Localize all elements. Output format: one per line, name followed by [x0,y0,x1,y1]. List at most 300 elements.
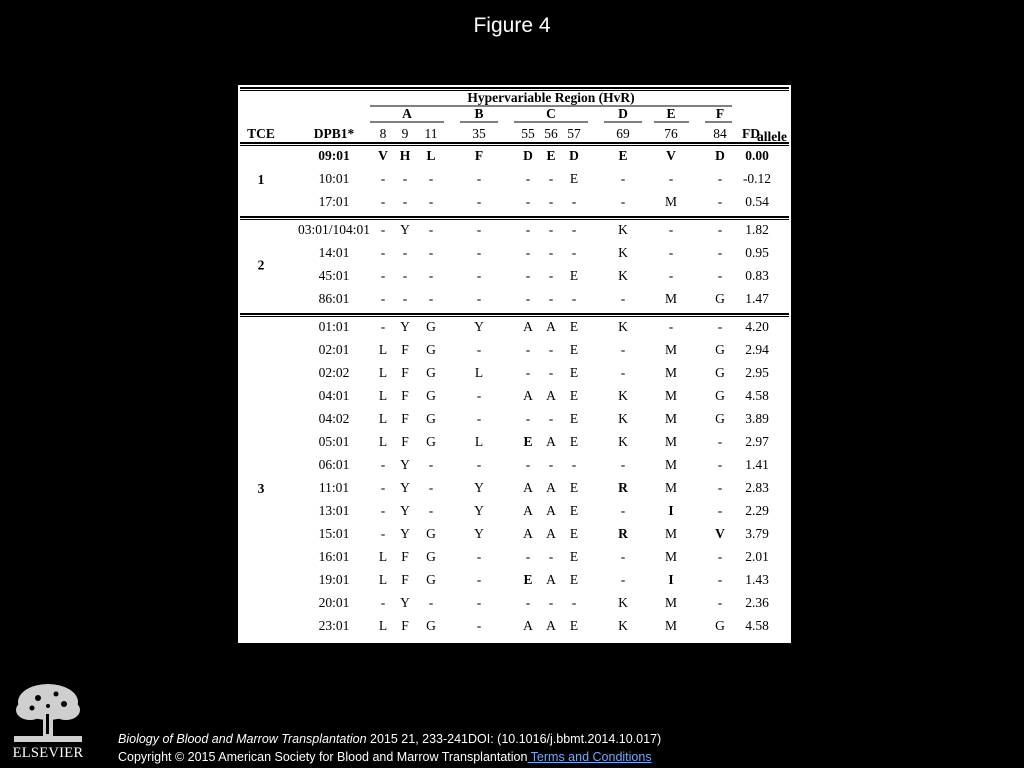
residue-cell-pos-9: F [401,618,409,633]
residue-cell-pos-8: - [380,526,386,541]
residue-cell-pos-9: F [401,641,409,656]
allele-cell: 17:01 [318,194,350,209]
residue-cell-pos-69: K [618,268,628,283]
residue-cell-pos-35: L [474,365,484,380]
tce-group-label: 1 [257,172,265,187]
tce-group-label: 3 [257,481,265,496]
residue-cell-pos-69: - [620,549,626,564]
residue-cell-pos-9: Y [400,222,410,237]
residue-cell-pos-56: A [546,434,556,449]
citation-block [118,730,661,766]
residue-cell-pos-84: - [717,549,723,564]
residue-cell-pos-76: M [664,291,678,306]
journal-name: Biology of Blood and Marrow Transplantation [118,732,367,746]
residue-cell-pos-76: M [664,411,678,426]
residue-cell-pos-84: - [717,245,723,260]
residue-cell-pos-9: F [401,572,409,587]
residue-cell-pos-69: - [620,291,626,306]
residue-cell-pos-56: - [548,365,554,380]
residue-cell-pos-35: - [476,411,482,426]
residue-cell-pos-55: - [525,411,531,426]
residue-cell-pos-35: - [476,245,482,260]
residue-cell-pos-9: Y [400,595,410,610]
fd-value-cell: 2.01 [745,549,769,564]
group-label-B: B [474,106,484,121]
residue-cell-pos-76: - [668,268,674,283]
allele-cell: 06:01 [318,457,350,472]
residue-cell-pos-9: F [401,342,409,357]
allele-cell: 23:01 [318,618,350,633]
position-label-8: 8 [379,126,387,141]
hvr-table [238,85,791,656]
residue-cell-pos-55: D [523,148,533,163]
fd-value-cell: 3.89 [745,411,769,426]
residue-cell-pos-69: - [620,572,626,587]
residue-cell-pos-76: M [664,618,678,633]
residue-cell-pos-57: E [569,503,579,518]
residue-cell-pos-11: - [428,171,434,186]
residue-cell-pos-35: Y [474,480,484,495]
fd-value-cell: 2.95 [745,365,769,380]
fd-value-cell: 2.94 [745,342,769,357]
residue-cell-pos-69: - [620,342,626,357]
elsevier-tree-icon [8,680,88,746]
residue-cell-pos-76: M [664,434,678,449]
fd-value-cell: 4.58 [745,388,769,403]
citation-line [118,730,661,748]
elsevier-logo-text: ELSEVIER [12,745,84,761]
residue-cell-pos-69: K [618,434,628,449]
residue-cell-pos-55: - [525,171,531,186]
residue-cell-pos-84: G [715,365,725,380]
residue-cell-pos-11: - [428,291,434,306]
fd-value-cell: 1.47 [745,291,769,306]
residue-cell-pos-55: A [523,526,533,541]
col-header-fd: FD [742,126,760,141]
residue-cell-pos-84: G [715,388,725,403]
residue-cell-pos-57: E [569,411,579,426]
allele-cell: 20:01 [318,595,350,610]
residue-cell-pos-76: M [664,595,678,610]
residue-cell-pos-35: Y [474,319,484,334]
residue-cell-pos-56: - [548,457,554,472]
residue-cell-pos-57: D [569,148,579,163]
residue-cell-pos-55: - [525,457,531,472]
residue-cell-pos-56: A [546,572,556,587]
group-label-C: C [546,106,556,121]
residue-cell-pos-35: - [476,388,482,403]
residue-cell-pos-76: - [668,171,674,186]
residue-cell-pos-69: R [618,480,628,495]
position-label-56: 56 [544,126,558,141]
tce-group-label: 2 [257,257,265,273]
residue-cell-pos-55: - [525,194,531,209]
residue-cell-pos-11: G [426,342,436,357]
fd-value-cell: 0.00 [745,148,769,163]
residue-cell-pos-57: E [569,342,579,357]
residue-cell-pos-8: - [380,194,386,209]
residue-cell-pos-69: K [618,595,628,610]
residue-cell-pos-35: F [474,148,484,163]
residue-cell-pos-76: M [664,194,678,209]
residue-cell-pos-84: - [717,171,723,186]
residue-cell-pos-8: L [378,572,388,587]
residue-cell-pos-57: - [571,194,577,209]
allele-cell: 46:01 [318,641,350,656]
residue-cell-pos-8: L [378,641,388,656]
residue-cell-pos-56: - [548,291,554,306]
residue-cell-pos-57: E [569,480,579,495]
allele-cell: 03:01/104:01 [297,222,371,237]
residue-cell-pos-56: - [548,194,554,209]
fd-value-cell: 2.36 [745,595,769,610]
copyright-text: Copyright © 2015 American Society for Blood and Marrow Transplantation [118,750,528,764]
residue-cell-pos-8: - [380,245,386,260]
residue-cell-pos-35: - [476,222,482,237]
residue-cell-pos-57: E [569,365,579,380]
residue-cell-pos-56: - [548,549,554,564]
fd-value-cell: 2.29 [745,503,769,518]
residue-cell-pos-69: K [618,411,628,426]
residue-cell-pos-69: K [618,618,628,633]
residue-cell-pos-35: - [476,595,482,610]
residue-cell-pos-11: G [426,641,436,656]
fd-value-cell: 2.83 [745,480,769,495]
residue-cell-pos-57: E [569,171,579,186]
residue-cell-pos-8: - [380,319,386,334]
residue-cell-pos-57: - [571,641,577,656]
group-label-A: A [402,106,412,121]
residue-cell-pos-8: - [380,595,386,610]
residue-cell-pos-57: - [571,457,577,472]
residue-cell-pos-84: G [715,411,725,426]
residue-cell-pos-84: - [717,595,723,610]
residue-cell-pos-56: A [546,618,556,633]
position-label-69: 69 [616,126,630,141]
residue-cell-pos-84: - [717,319,723,334]
residue-cell-pos-57: E [569,388,579,403]
allele-cell: 19:01 [318,572,350,587]
col-header-tce: TCE [247,126,275,141]
residue-cell-pos-55: - [525,641,531,656]
position-label-55: 55 [521,126,535,141]
fd-value-cell: 4.58 [745,618,769,633]
allele-cell: 10:01 [318,171,350,186]
residue-cell-pos-35: - [476,457,482,472]
residue-cell-pos-57: E [569,319,579,334]
allele-cell: 04:01 [318,388,350,403]
residue-cell-pos-84: - [717,457,723,472]
residue-cell-pos-8: V [378,148,388,163]
residue-cell-pos-11: - [428,194,434,209]
residue-cell-pos-56: E [546,148,556,163]
residue-cell-pos-76: M [664,388,678,403]
residue-cell-pos-11: - [428,457,434,472]
residue-cell-pos-69: K [618,245,628,260]
residue-cell-pos-8: - [380,480,386,495]
residue-cell-pos-9: Y [400,457,410,472]
residue-cell-pos-9: F [401,549,409,564]
residue-cell-pos-56: - [548,171,554,186]
residue-cell-pos-9: Y [400,480,410,495]
residue-cell-pos-11: - [428,268,434,283]
group-label-F: F [715,106,725,121]
fd-value-cell: 0.54 [745,194,769,209]
allele-cell: 15:01 [318,526,350,541]
residue-cell-pos-55: E [523,572,533,587]
residue-cell-pos-84: - [717,434,723,449]
residue-cell-pos-11: G [426,319,436,334]
allele-cell: 02:01 [318,342,350,357]
position-label-35: 35 [472,126,486,141]
residue-cell-pos-8: L [378,618,388,633]
residue-cell-pos-8: L [378,365,388,380]
copyright-line [118,748,661,766]
residue-cell-pos-57: E [569,572,579,587]
residue-cell-pos-84: - [717,572,723,587]
residue-cell-pos-9: H [399,148,411,163]
residue-cell-pos-84: G [715,618,725,633]
col-header-allele: DPB1* [313,126,355,141]
residue-cell-pos-11: G [426,434,436,449]
residue-cell-pos-84: G [715,641,725,656]
residue-cell-pos-84: - [717,480,723,495]
residue-cell-pos-84: G [715,291,725,306]
residue-cell-pos-69: - [620,365,626,380]
residue-cell-pos-35: - [476,549,482,564]
residue-cell-pos-57: - [571,222,577,237]
residue-cell-pos-55: A [523,480,533,495]
allele-cell: 04:02 [318,411,350,426]
residue-cell-pos-9: Y [400,319,410,334]
residue-cell-pos-55: A [523,319,533,334]
residue-cell-pos-35: - [476,291,482,306]
residue-cell-pos-9: F [401,365,409,380]
residue-cell-pos-35: - [476,171,482,186]
residue-cell-pos-11: - [428,595,434,610]
residue-cell-pos-69: E [618,148,628,163]
terms-link[interactable]: Terms and Conditions [527,750,652,764]
residue-cell-pos-69: - [620,171,626,186]
position-label-57: 57 [567,126,581,141]
allele-cell: 86:01 [318,291,350,306]
residue-cell-pos-11: L [426,148,436,163]
residue-cell-pos-76: M [664,457,678,472]
residue-cell-pos-84: - [717,222,723,237]
position-label-84: 84 [713,126,727,141]
residue-cell-pos-8: L [378,388,388,403]
residue-cell-pos-55: E [523,434,533,449]
residue-cell-pos-11: G [426,618,436,633]
allele-cell: 05:01 [318,434,350,449]
residue-cell-pos-56: - [548,641,554,656]
residue-cell-pos-76: I [668,572,674,587]
allele-cell: 02:02 [318,365,350,380]
residue-cell-pos-35: Y [474,526,484,541]
residue-cell-pos-57: E [569,549,579,564]
residue-cell-pos-11: G [426,365,436,380]
residue-cell-pos-8: - [380,222,386,237]
residue-cell-pos-76: M [664,480,678,495]
fd-value-cell: 3.79 [745,526,769,541]
allele-cell: 16:01 [318,549,350,564]
residue-cell-pos-55: - [525,365,531,380]
allele-cell: 14:01 [318,245,350,260]
residue-cell-pos-8: L [378,434,388,449]
residue-cell-pos-8: L [378,549,388,564]
allele-cell: 09:01 [318,148,350,163]
residue-cell-pos-76: M [664,549,678,564]
residue-cell-pos-9: F [401,388,409,403]
residue-cell-pos-9: - [402,291,408,306]
fd-value-cell: 4.20 [745,319,769,334]
fd-value-cell: 1.41 [745,457,769,472]
residue-cell-pos-35: Y [474,503,484,518]
residue-cell-pos-57: - [571,245,577,260]
residue-cell-pos-76: - [668,319,674,334]
fd-value-cell: 1.43 [745,572,769,587]
residue-cell-pos-11: G [426,526,436,541]
residue-cell-pos-35: - [476,268,482,283]
residue-cell-pos-55: - [525,245,531,260]
residue-cell-pos-76: M [664,365,678,380]
residue-cell-pos-69: - [620,503,626,518]
position-label-11: 11 [424,126,438,141]
residue-cell-pos-11: - [428,245,434,260]
residue-cell-pos-56: A [546,526,556,541]
residue-cell-pos-35: - [476,641,482,656]
residue-cell-pos-69: R [618,526,628,541]
residue-cell-pos-56: A [546,503,556,518]
residue-cell-pos-8: - [380,503,386,518]
residue-cell-pos-57: E [569,268,579,283]
residue-cell-pos-55: A [523,388,533,403]
residue-cell-pos-56: - [548,268,554,283]
residue-cell-pos-11: - [428,503,434,518]
residue-cell-pos-9: Y [400,503,410,518]
residue-cell-pos-76: M [664,526,678,541]
residue-cell-pos-57: E [569,618,579,633]
residue-cell-pos-56: - [548,411,554,426]
residue-cell-pos-57: E [569,526,579,541]
allele-cell: 11:01 [318,480,350,495]
residue-cell-pos-84: - [717,268,723,283]
citation-details: 2015 21, 233-241DOI: (10.1016/j.bbmt.2014.10.017) [366,732,662,746]
residue-cell-pos-56: - [548,245,554,260]
residue-cell-pos-56: A [546,319,556,334]
residue-cell-pos-55: - [525,342,531,357]
residue-cell-pos-84: - [717,503,723,518]
residue-cell-pos-69: - [620,194,626,209]
residue-cell-pos-76: I [668,503,674,518]
group-label-D: D [618,106,628,121]
fd-value-cell: -0.12 [742,171,772,186]
residue-cell-pos-84: - [717,194,723,209]
residue-cell-pos-8: - [380,291,386,306]
residue-cell-pos-11: G [426,549,436,564]
residue-cell-pos-76: - [668,245,674,260]
hvr-table-svg [238,85,791,656]
residue-cell-pos-76: V [666,148,676,163]
fd-value-cell: 0.95 [745,245,769,260]
residue-cell-pos-8: - [380,457,386,472]
residue-cell-pos-69: - [620,457,626,472]
residue-cell-pos-8: L [378,411,388,426]
residue-cell-pos-9: F [401,411,409,426]
residue-cell-pos-69: - [620,641,626,656]
residue-cell-pos-57: - [571,595,577,610]
residue-cell-pos-35: L [474,434,484,449]
residue-cell-pos-69: K [618,319,628,334]
figure-title: Figure 4 [473,14,551,37]
residue-cell-pos-35: - [476,194,482,209]
fd-value-cell: 1.82 [745,222,769,237]
residue-cell-pos-69: K [618,388,628,403]
residue-cell-pos-56: - [548,222,554,237]
residue-cell-pos-9: Y [400,526,410,541]
residue-cell-pos-11: G [426,572,436,587]
residue-cell-pos-9: - [402,268,408,283]
residue-cell-pos-56: - [548,595,554,610]
residue-cell-pos-55: - [525,595,531,610]
fd-value-cell: 3.06 [745,641,769,656]
allele-cell: 13:01 [318,503,350,518]
residue-cell-pos-55: - [525,549,531,564]
col-header-fd-subscript: allele [757,129,787,144]
allele-cell: 45:01 [318,268,350,283]
residue-cell-pos-11: - [428,480,434,495]
residue-cell-pos-56: A [546,480,556,495]
residue-cell-pos-9: - [402,194,408,209]
residue-cell-pos-55: A [523,618,533,633]
residue-cell-pos-9: - [402,171,408,186]
residue-cell-pos-35: - [476,342,482,357]
group-label-E: E [666,106,676,121]
residue-cell-pos-55: - [525,291,531,306]
residue-cell-pos-76: M [664,342,678,357]
residue-cell-pos-69: K [618,222,628,237]
residue-cell-pos-9: F [401,434,409,449]
hvr-title: Hypervariable Region (HvR) [467,90,635,105]
residue-cell-pos-35: - [476,572,482,587]
residue-cell-pos-55: - [525,268,531,283]
position-label-76: 76 [664,126,678,141]
residue-cell-pos-55: - [525,222,531,237]
fd-value-cell: 0.83 [745,268,769,283]
residue-cell-pos-9: - [402,245,408,260]
residue-cell-pos-56: A [546,388,556,403]
allele-cell: 01:01 [318,319,350,334]
residue-cell-pos-84: G [715,342,725,357]
position-label-9: 9 [401,126,409,141]
residue-cell-pos-8: - [380,268,386,283]
fd-value-cell: 2.97 [745,434,769,449]
residue-cell-pos-76: - [668,222,674,237]
residue-cell-pos-56: - [548,342,554,357]
residue-cell-pos-8: - [380,171,386,186]
residue-cell-pos-57: E [569,434,579,449]
residue-cell-pos-55: A [523,503,533,518]
residue-cell-pos-84: D [715,148,725,163]
residue-cell-pos-11: - [428,222,434,237]
residue-cell-pos-11: G [426,411,436,426]
residue-cell-pos-76: M [664,641,678,656]
residue-cell-pos-11: G [426,388,436,403]
residue-cell-pos-57: - [571,291,577,306]
residue-cell-pos-35: - [476,618,482,633]
residue-cell-pos-8: L [378,342,388,357]
residue-cell-pos-84: V [715,526,725,541]
